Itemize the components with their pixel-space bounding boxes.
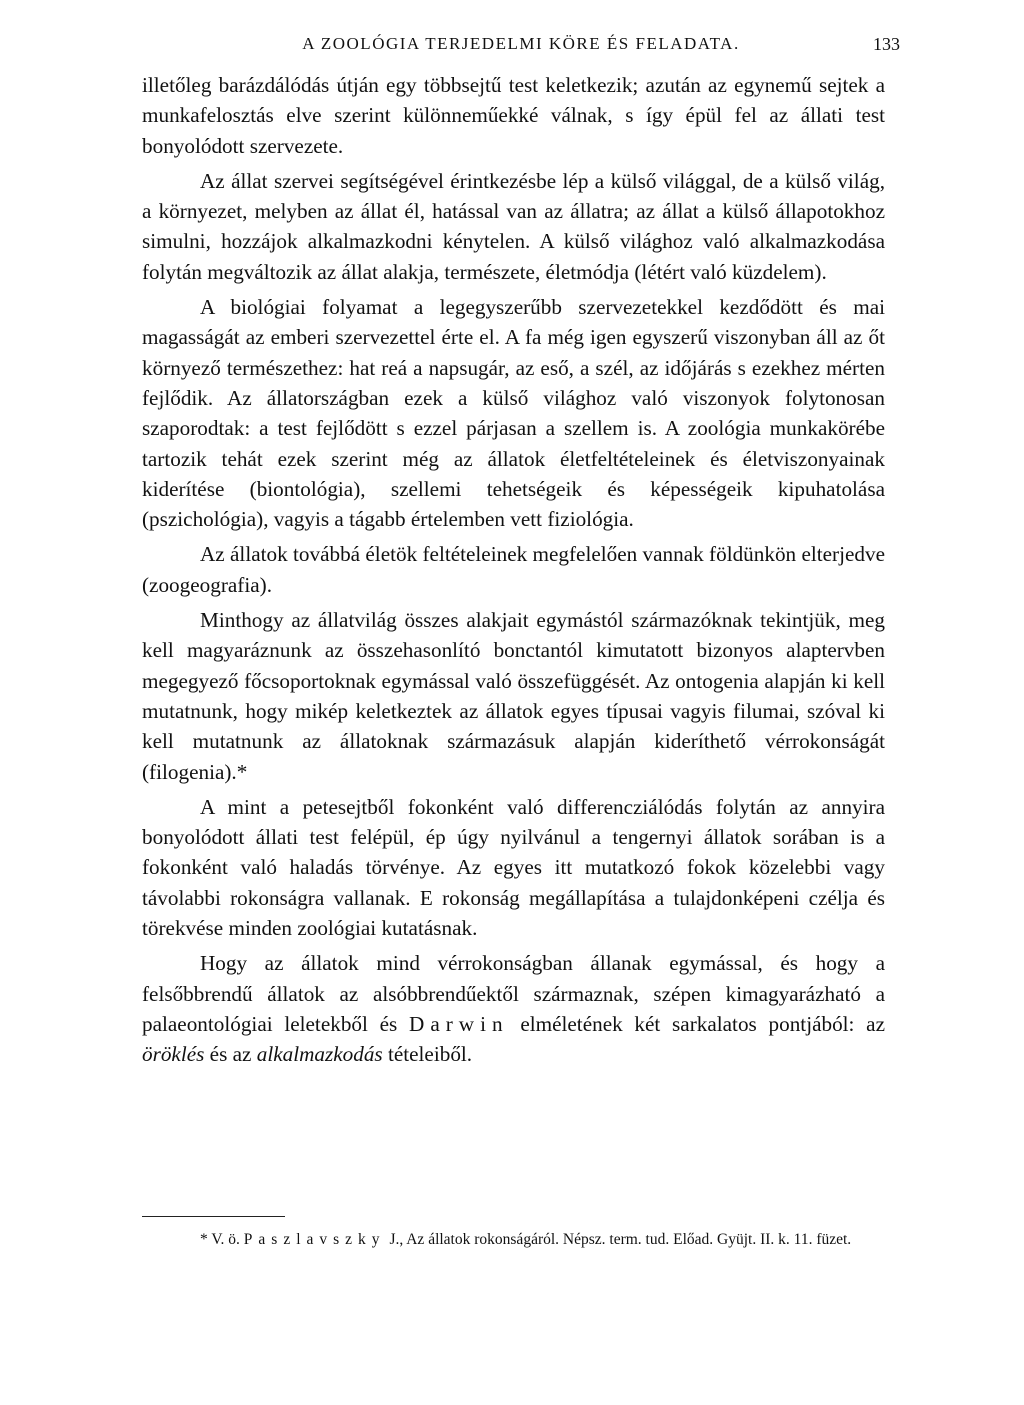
footnote [142, 1228, 885, 1251]
paragraph-1: illetőleg barázdálódás útján egy többsejtű test keletkezik; azután az egynemű sejtek a munkafelosztás elve szerint különneműekké válnak, s így épül fel az állati test bonyolódott szervezete. [142, 73, 885, 158]
running-title: A ZOOLÓGIA TERJEDELMI KÖRE ÉS FELADATA. [302, 34, 740, 53]
page-number: 133 [873, 34, 900, 54]
paragraph-6: A mint a petesejtből fokonként való differencziálódás folytán az annyira bonyolódott állati test felépül, ép úgy nyilvánul a tengernyi állatok sorában is a fokonként való haladás törvénye. Az egyes itt mutatkozó fokok közelebbi vagy távolabbi rokonságra vallanak. E rokonság megállapítása a tulajdonképeni czélja és törekvése minden zoológiai kutatásnak. [142, 794, 885, 941]
term-oroklés: öröklés [142, 1042, 205, 1067]
author-name-darwin: Darwin [409, 1011, 509, 1036]
footnote-author: Paszlavszky [243, 1231, 386, 1248]
paragraph-4: Az állatok továbbá életök feltételeinek megfelelően vannak földünkön elterjedve (zoogeografia). [142, 542, 885, 597]
paragraph-7 [142, 948, 885, 1069]
footnote-divider [142, 1216, 285, 1217]
footnote-part-b: J., Az állatok rokonságáról. Népsz. term. tud. Előad. Gyüjt. II. k. 11. füzet. [385, 1231, 852, 1248]
paragraph-7-part-d: tételeiből. [382, 1042, 473, 1067]
paragraph-7-part-c: és az [204, 1042, 257, 1067]
body-text [142, 70, 885, 1075]
paragraph-7-part-b: elméletének két sarkalatos pontjából: az [508, 1011, 885, 1036]
paragraph-2: Az állat szervei segítségével érintkezésbe lép a külső világgal, de a külső világ, a környezet, melyben az állat él, hatással van az állatra; az állat a külső állapotokhoz simulni, hozzájok alkalmazkodni kénytelen. A külső világhoz való alkalmazkodása folytán megváltozik az állat alakja, természete, életmódja (létért való küzdelem). [142, 168, 885, 284]
footnote-part-a: * V. ö. [200, 1231, 244, 1248]
paragraph-3: A biológiai folyamat a legegyszerűbb szervezetekkel kezdődött és mai magasságát az emberi szervezettel érte el. A fa még igen egyszerű viszonyban áll az őt környező természethez: hat reá a napsugár, az eső, a szél, az időjárás s ezekhez mérten fejlődik. Az állatországban ezek a külső világhoz való viszonyok folytonosan szaporodtak: a test fejlődött s ezzel párjasan a szellem is. A zoológia munkakörébe tartozik tehát ezek szerint még az állatok életfeltételeinek és életviszonyainak kiderítése (biontológia), szellemi tehetségeik és képességeik kipuhatolása (pszichológia), vagyis a tágabb értelemben vett fiziológia. [142, 295, 885, 532]
page-header [142, 30, 900, 60]
paragraph-7-part-a: Hogy az állatok mind vérrokonságban állanak egymással, és hogy a felsőbbrendű állatok az alsóbbrendűektől származnak, szépen kimagyarázható a palaeontológiai leletekből és [142, 951, 885, 1036]
paragraph-5: Minthogy az állatvilág összes alakjait egymástól származóknak tekintjük, meg kell magyaráznunk az összehasonlító bonctantól kimutatott bizonyos alaptervben megegyező főcsoportoknak egymással való összefüggését. Az ontogenia alapján ki kell mutatnunk, hogy mikép keletkeztek az állatok egyes típusai vagyis filumai, szóval ki kell mutatnunk az állatoknak származásuk alapján kideríthető vérrokonságát (filogenia).* [142, 608, 885, 784]
term-alkalmazkodas: alkalmazkodás [256, 1042, 383, 1067]
